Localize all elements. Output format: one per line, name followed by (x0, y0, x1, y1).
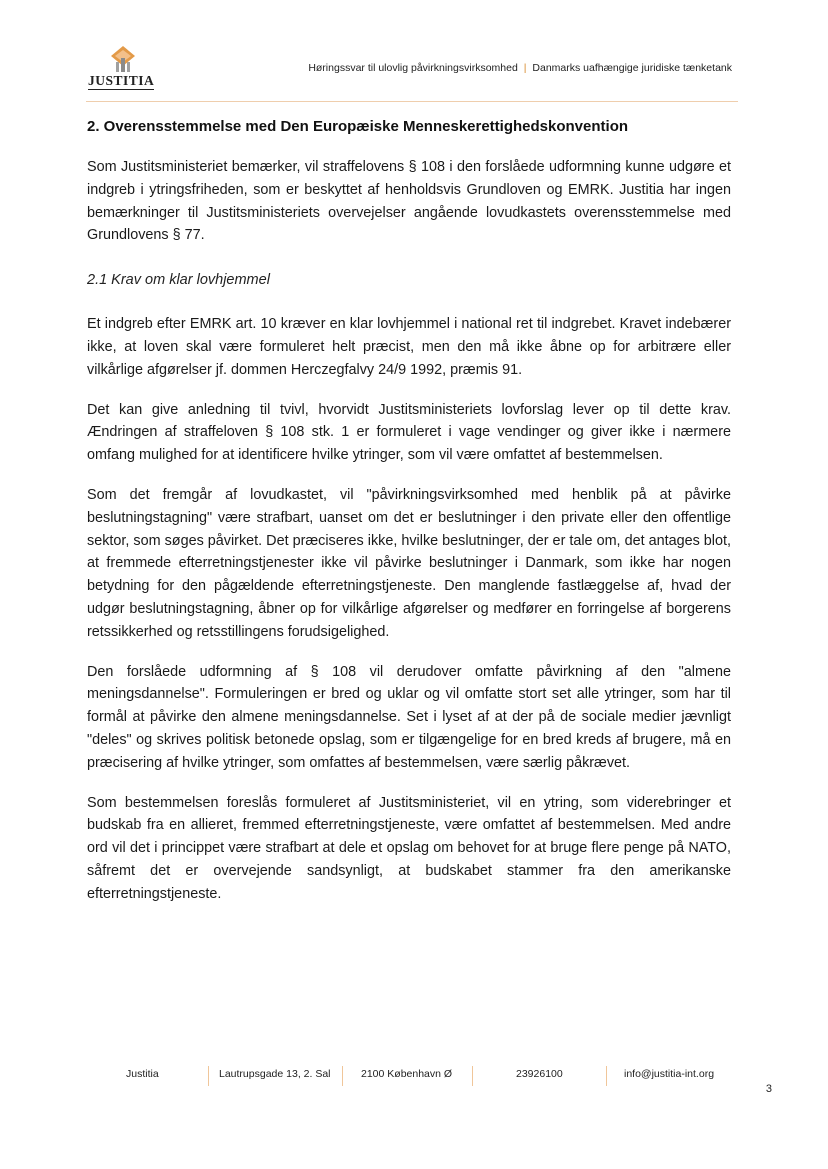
footer-divider (606, 1066, 607, 1086)
justitia-logo (86, 44, 166, 90)
logo-emblem-icon (108, 44, 138, 74)
header-left-title: Høringssvar til ulovlig påvirkningsvirksomhed (308, 62, 518, 74)
header-title (308, 62, 732, 74)
header-right-title: Danmarks uafhængige juridiske tænketank (532, 62, 732, 74)
paragraph-3: Som det fremgår af lovudkastet, vil "påvirkningsvirksomhed med henblik på at påvirke beslutningstagning" være strafbart, uanset om det er beslutninger i den private eller den offentlige sektor, som søges påvirket. Det præciseres ikke, hvilke beslutninger, der er tale om, det antages blot, at fremmede efterretningstjenester ikke vil påvirke beslutninger i Danmark, som ikke har nogen betydning for den pågældende efterretningstjeneste. Den manglende fastlæggelse af, hvad der udgør beslutningstagning, åbner op for vilkårlige afgørelser og medfører en forringelse af borgerens retssikkerhed og retsstillingens forudsigelighed. (87, 486, 731, 640)
paragraph-5: Som bestemmelsen foreslås formuleret af Justitsministeriet, vil en ytring, som viderebringer et budskab fra en allieret, fremmed efterretningstjeneste, være omfattet af bestemmelsen. Med andre ord vil det i princippet være strafbart at dele et opslag om behovet for at bruge flere penge på NATO, såfremt det er overvejende sandsynligt, at budskabet stammer fra den amerikanske efterretningstjeneste. (87, 794, 731, 902)
footer-divider (208, 1066, 209, 1086)
footer-phone: 23926100 (516, 1068, 563, 1080)
page-footer (0, 1068, 828, 1108)
footer-org: Justitia (126, 1068, 159, 1080)
footer-divider (342, 1066, 343, 1086)
logo-text: JUSTITIA (88, 73, 155, 88)
paragraph-1: Et indgreb efter EMRK art. 10 kræver en klar lovhjemmel i national ret til indgrebet. Kravet indebærer ikke, at loven skal være formuleret helt præcist, men den må ikke åbne op for arbitrære eller vilkårlige afgørelser jf. dommen Herczegfalvy 24/9 1992, præmis 91. (87, 316, 731, 378)
section-heading: 2. Overensstemmelse med Den Europæiske Menneskerettighedskonvention (87, 118, 629, 135)
main-content (87, 116, 731, 906)
intro-paragraph: Som Justitsministeriet bemærker, vil straffelovens § 108 i den forslåede udformning kunne udgøre et indgreb i ytringsfriheden, som er beskyttet af henholdsvis Grundloven og EMRK. Justitia har ingen bemærkninger til Justitsministeriets overvejelser angående lovudkastets overensstemmelse med Grundlovens § 77. (87, 159, 731, 244)
footer-email[interactable]: info@justitia-int.org (624, 1068, 715, 1080)
header-divider (86, 101, 738, 102)
footer-city: 2100 København Ø (361, 1068, 453, 1080)
footer-address: Lautrupsgade 13, 2. Sal (219, 1068, 331, 1080)
subsection-heading: 2.1 Krav om klar lovhjemmel (87, 272, 270, 289)
paragraph-4: Den forslåede udformning af § 108 vil derudover omfatte påvirkning af den "almene meningsdannelse". Formuleringen er bred og uklar og vil omfatte stort set alle ytringer, som har til formål at påvirke den almene meningsdannelse. Set i lyset af at der på de sociale medier jævnligt "deles" og skrives politisk betonede opslag, som er tilgængelige for en bred kreds af brugere, må en præcisering af hvilke ytringer, som omfattes af bestemmelsen, være særlig påkrævet. (87, 663, 731, 771)
footer-divider (472, 1066, 473, 1086)
page-number: 3 (765, 1083, 772, 1095)
paragraph-2: Det kan give anledning til tvivl, hvorvidt Justitsministeriets lovforslag lever op til dette krav. Ændringen af straffeloven § 108 stk. 1 er formuleret i vage vendinger og giver ikke i nærmere omfang mulighed for at identificere hvilke ytringer, som vil være omfattet af bestemmelsen. (87, 401, 731, 464)
header-separator: | (523, 62, 527, 74)
